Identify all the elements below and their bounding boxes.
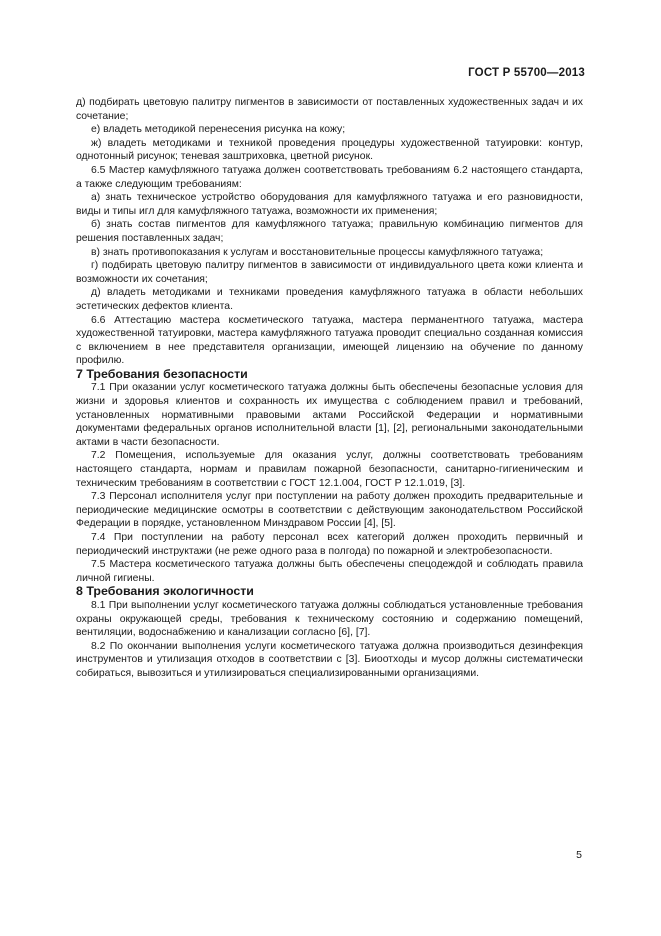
paragraph: ж) владеть методиками и техникой проведения процедуры художественной татуировки: контур, однотонный рисунок; теневая заштриховка, цветной рисунок. — [76, 137, 583, 163]
paragraph: е) владеть методикой перенесения рисунка на кожу; — [91, 124, 346, 136]
paragraph: 7.3 Персонал исполнителя услуг при поступлении на работу должен проходить предварительные и периодические медицинские осмотры в соответствии с действующим законодательством Российской Федерации в порядке, установленном Минздравом России [4], [5]. — [76, 491, 583, 530]
paragraph: д) владеть методиками и техниками проведения камуфляжного татуажа в области небольших эстетических дефектов клиента. — [76, 287, 583, 312]
paragraph: а) знать техническое устройство оборудования для камуфляжного татуажа и его разновидности, виды и типы игл для камуфляжного татуажа, возможности их применения; — [76, 192, 583, 217]
paragraph: 7.5 Мастера косметического татуажа должны быть обеспечены спецодеждой и соблюдать правила личной гигиены. — [76, 559, 583, 584]
paragraph: 7.4 При поступлении на работу персонал всех категорий должен проходить первичный и периодический инструктажи (не реже одного раза в полгода) по пожарной и электробезопасности. — [76, 532, 583, 557]
paragraph: г) подбирать цветовую палитру пигментов в зависимости от индивидуального цвета кожи клиента и возможности их сочетания; — [76, 260, 583, 285]
paragraph: 7.2 Помещения, используемые для оказания услуг, должны соответствовать требованиям настоящего стандарта, нормам и правилам пожарной безопасности, санитарно-гигиеническим и техническим требованиям в соответствии с ГОСТ 12.1.004, ГОСТ Р 12.1.019, [3]. — [76, 450, 583, 489]
page-number: 5 — [576, 849, 582, 861]
paragraph: д) подбирать цветовую палитру пигментов в зависимости от поставленных художественных задач и их сочетание; — [76, 97, 583, 122]
paragraph: 8.1 При выполнении услуг косметического татуажа должны соблюдаться установленные требования охраны окружающей среды, требования к техническому состоянию и содержанию помещений, вентиляции, водоснабжению и канализации согласно [6], [7]. — [76, 599, 583, 639]
section-7-title: 7 Требования безопасности — [76, 366, 248, 381]
section-8-title: 8 Требования экологичности — [76, 584, 254, 599]
paragraph: б) знать состав пигментов для камуфляжного татуажа; правильную комбинацию пигментов для решения поставленных задач; — [76, 219, 583, 244]
paragraph: 8.2 По окончании выполнения услуги косметического татуажа должна производиться дезинфекция инструментов и утилизация отходов в соответствии с [3]. Биоотходы и мусор должны систематически собираться, вывозиться и утилизироваться специализированными организациями. — [76, 640, 583, 679]
paragraph: 6.6 Аттестацию мастера косметического татуажа, мастера перманентного татуажа, мастера художественной татуировки, мастера камуфляжного татуажа проводит специально созданная комиссия с включением в нее представителя организации, имеющей лицензию на обучение по данному профилю. — [76, 314, 583, 367]
document-header: ГОСТ Р 55700—2013 — [468, 67, 585, 79]
paragraph: в) знать противопоказания к услугам и восстановительные процессы камуфляжного татуажа; — [91, 246, 544, 258]
paragraph: 6.5 Мастер камуфляжного татуажа должен соответствовать требованиям 6.2 настоящего стандарта, а также следующим требованиям: — [76, 164, 583, 190]
paragraph: 7.1 При оказании услуг косметического татуажа должны быть обеспечены безопасные условия для жизни и здоровья клиентов и сохранность их имущества с соблюдением правил и требований, установленных нормативными правовыми актами Российской Федерации и нормативными документами федеральных органов исполнительной власти [1], [2], региональными законодательными актами в части безопасности. — [76, 382, 583, 448]
page-content — [76, 96, 583, 681]
